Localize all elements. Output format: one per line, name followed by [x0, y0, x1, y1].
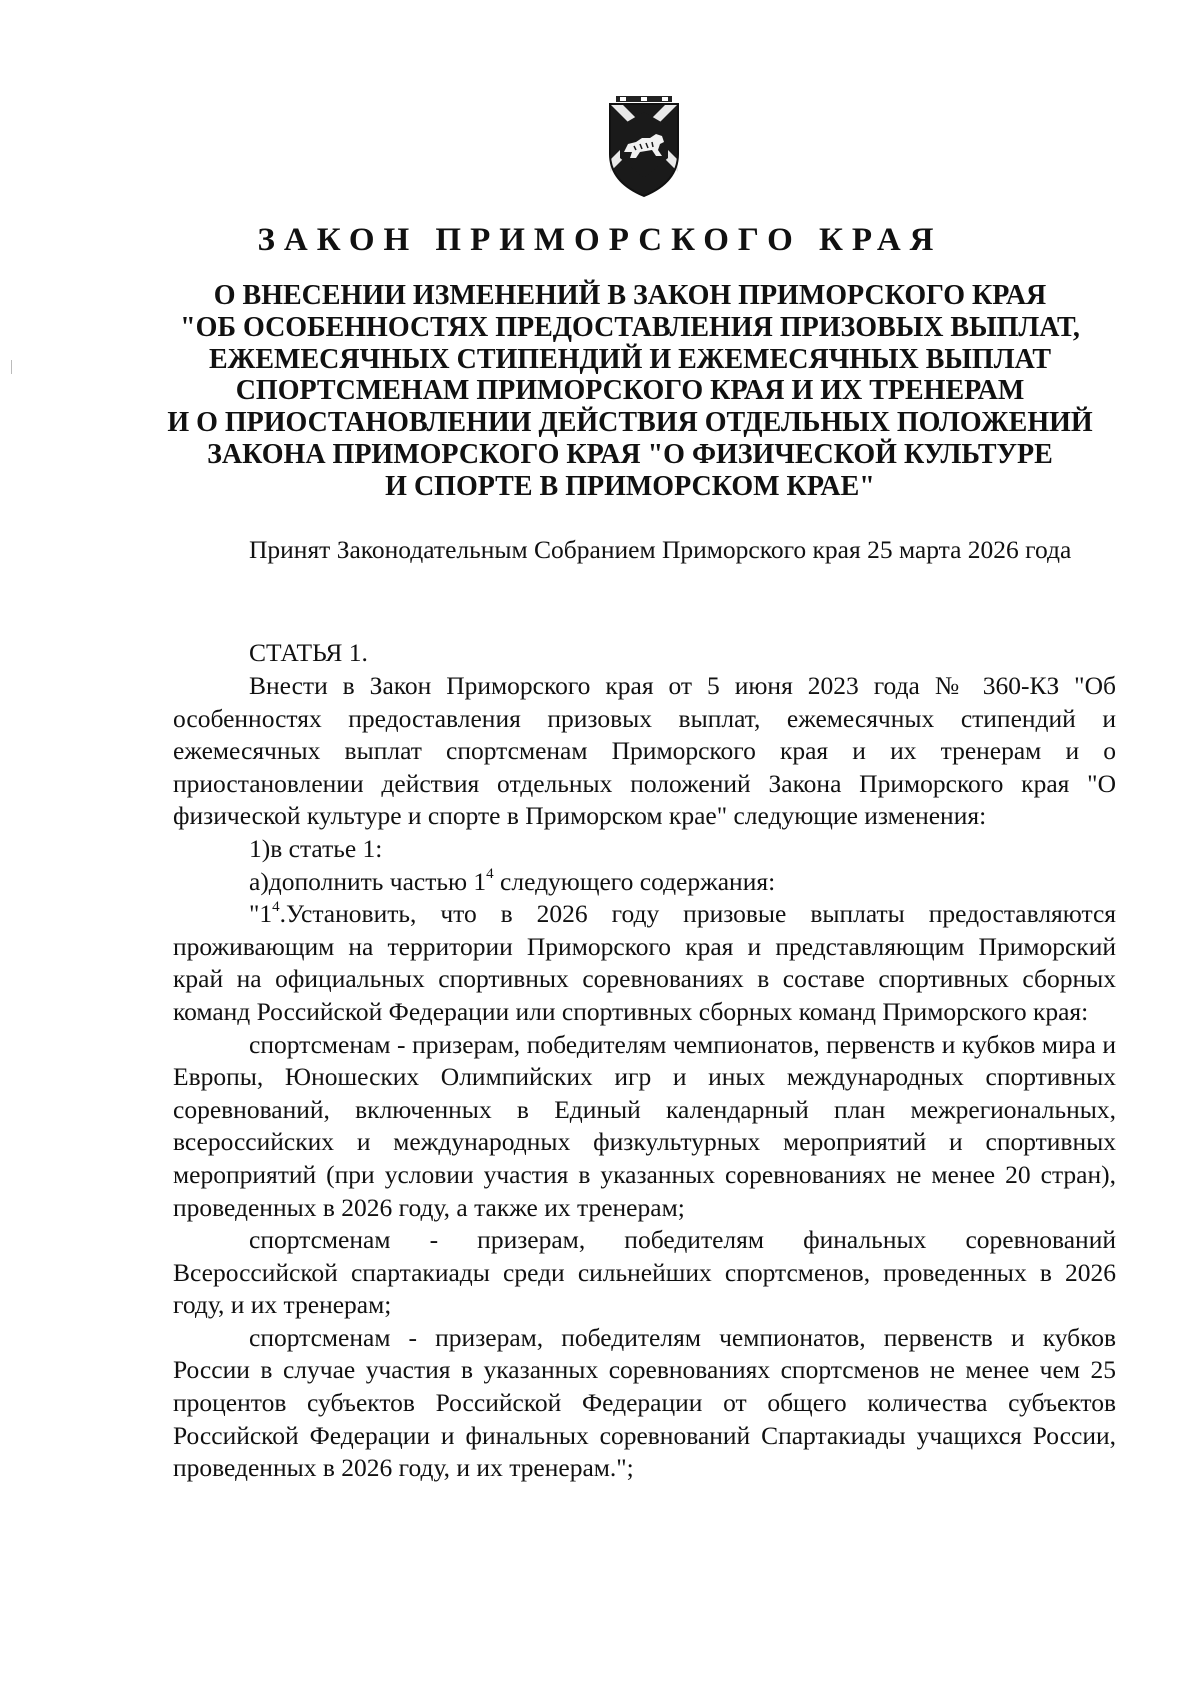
article-heading: СТАТЬЯ 1. — [249, 638, 368, 667]
adoption-statement: Принят Законодательным Собранием Приморского края 25 марта 2026 года — [249, 535, 1072, 564]
superscript: 4 — [486, 866, 494, 883]
law-title: ЗАКОН ПРИМОРСКОГО КРАЯ — [257, 222, 943, 258]
coat-of-arms-icon — [606, 96, 682, 200]
subtitle-line: О ВНЕСЕНИИ ИЗМЕНЕНИЙ В ЗАКОН ПРИМОРСКОГО КРАЯ — [213, 280, 1047, 311]
recipient-clause-3: спортсменам - призерам, победителям чемпионатов, первенств и кубков России в случае участия в указанных соревнованиях спортсменов не менее чем 25 процентов субъектов Российской Федерации от общего количества субъектов Российской Федерации и финальных соревнований Спартакиады учащихся России, проведенных в 2026 году, и их тренерам."; — [173, 1322, 1116, 1483]
list-item-a-suffix: следующего содержания: — [493, 866, 776, 896]
quoted-part-prefix: "1 — [249, 899, 273, 929]
article-intro: Внести в Закон Приморского края от 5 июня 2023 года № 360-КЗ "Об особенностях предоставления призовых выплат, ежемесячных стипендий и ежемесячных выплат спортсменам Приморского края и их тренерам и о приостановлении действия отдельных положений Закона Приморского края "О физической культуре и спорте в Приморском крае" следующие изменения: — [173, 671, 1116, 831]
subtitle-line: ЕЖЕМЕСЯЧНЫХ СТИПЕНДИЙ И ЕЖЕМЕСЯЧНЫХ ВЫПЛАТ — [208, 343, 1051, 375]
subtitle-line: И О ПРИОСТАНОВЛЕНИИ ДЕЙСТВИЯ ОТДЕЛЬНЫХ ПОЛОЖЕНИЙ — [167, 407, 1093, 439]
quoted-part — [173, 898, 1116, 1028]
list-item-1: 1)в статье 1: — [249, 833, 383, 863]
recipient-clause-1: спортсменам - призерам, победителям чемпионатов, первенств и кубков мира и Европы, Юношеских Олимпийских игр и иных международных спортивных соревнований, включенных в Единый календарный план межрегиональных, всероссийских и международных физкультурных мероприятий и спортивных мероприятий (при условии участия в указанных соревнованиях не менее 20 стран), проведенных в 2026 году, а также их тренерам; — [173, 1029, 1116, 1222]
article-body — [173, 670, 1116, 1485]
subtitle-line: И СПОРТЕ В ПРИМОРСКОМ КРАЕ" — [385, 470, 875, 502]
subtitle-line: СПОРТСМЕНАМ ПРИМОРСКОГО КРАЯ И ИХ ТРЕНЕРАМ — [235, 375, 1025, 407]
list-item-a-prefix: а)дополнить частью 1 — [249, 866, 487, 896]
subtitle-line: ЗАКОНА ПРИМОРСКОГО КРАЯ "О ФИЗИЧЕСКОЙ КУЛЬТУРЕ — [207, 438, 1053, 470]
scan-margin-mark — [11, 360, 12, 374]
quoted-part-text: .Установить, что в 2026 году призовые выплаты предоставляются проживающим на территории Приморского края и представляющим Приморский край на официальных спортивных соревнованиях в составе спортивных сборных команд Российской Федерации или спортивных сборных команд Приморского края: — [173, 899, 1116, 1026]
subtitle-line: "ОБ ОСОБЕННОСТЯХ ПРЕДОСТАВЛЕНИЯ ПРИЗОВЫХ ВЫПЛАТ, — [180, 311, 1080, 343]
law-subtitle — [150, 280, 1110, 503]
list-item-a — [173, 866, 1116, 899]
recipient-clause-2: спортсменам - призерам, победителям финальных соревнований Всероссийской спартакиады среди сильнейших спортсменов, проведенных в 2026 году, и их тренерам; — [173, 1225, 1116, 1320]
superscript: 4 — [272, 898, 280, 915]
